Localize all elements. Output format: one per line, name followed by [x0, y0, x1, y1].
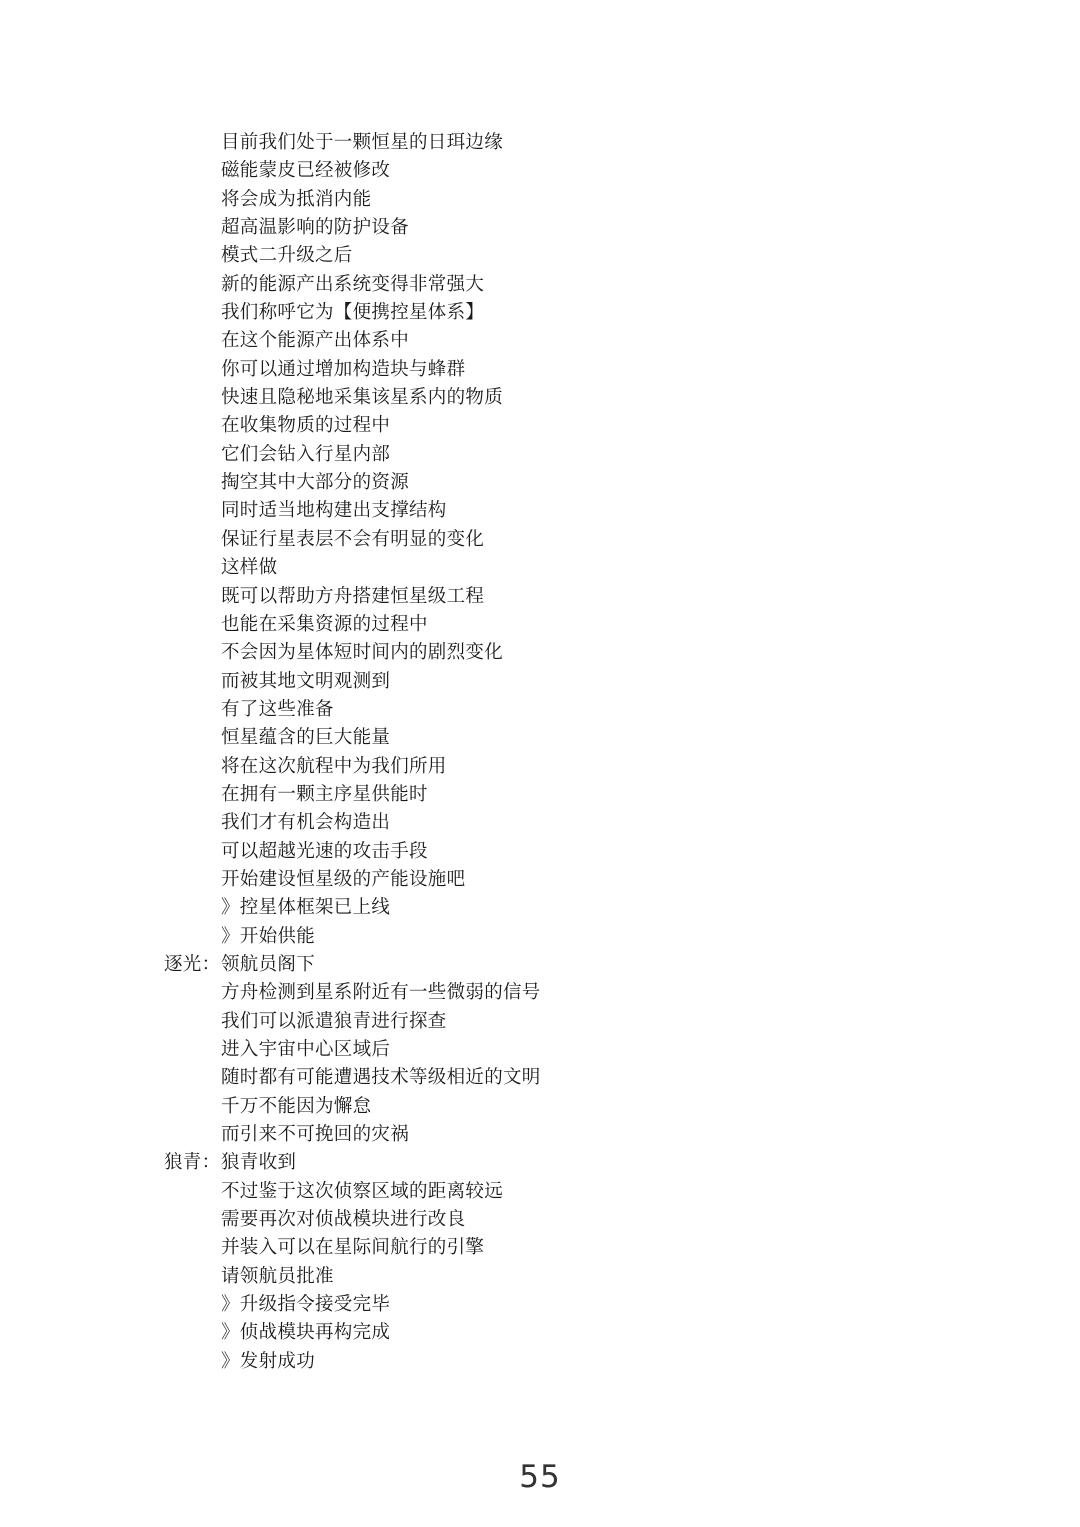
dialogue-line [0, 412, 1080, 440]
dialogue-text: 超高温影响的防护设备 [221, 217, 410, 239]
dialogue-line [0, 327, 1080, 355]
dialogue-line [0, 1149, 1080, 1177]
dialogue-text: 》侦战模块再构完成 [221, 1322, 391, 1344]
dialogue-line [0, 724, 1080, 752]
dialogue-line [0, 157, 1080, 185]
dialogue-line [0, 979, 1080, 1007]
dialogue-line [0, 129, 1080, 157]
dialogue-text: 保证行星表层不会有明显的变化 [221, 528, 485, 550]
dialogue-line [0, 1093, 1080, 1121]
dialogue-text: 需要再次对侦战模块进行改良 [221, 1209, 466, 1231]
dialogue-text: 可以超越光速的攻击手段 [221, 840, 428, 862]
dialogue-text: 狼青收到 [221, 1152, 297, 1174]
dialogue-line [0, 469, 1080, 497]
dialogue-line [0, 866, 1080, 894]
dialogue-line [0, 894, 1080, 922]
dialogue-text: 我们可以派遣狼青进行探查 [221, 1010, 447, 1032]
dialogue-line [0, 611, 1080, 639]
dialogue-text: 它们会钻入行星内部 [221, 443, 391, 465]
dialogue-line [0, 356, 1080, 384]
dialogue-text: 并装入可以在星际间航行的引擎 [221, 1237, 485, 1259]
dialogue-body [0, 129, 1080, 1376]
speaker-label: 逐光： [164, 953, 221, 975]
dialogue-line [0, 1064, 1080, 1092]
dialogue-text: 模式二升级之后 [221, 245, 353, 267]
dialogue-text: 我们才有机会构造出 [221, 812, 391, 834]
dialogue-line [0, 668, 1080, 696]
dialogue-text: 》发射成功 [221, 1350, 316, 1372]
dialogue-line [0, 753, 1080, 781]
speaker-label: 狼青： [164, 1152, 221, 1174]
dialogue-line [0, 1234, 1080, 1262]
dialogue-line [0, 186, 1080, 214]
dialogue-text: 同时适当地构建出支撑结构 [221, 500, 447, 522]
dialogue-line [0, 1178, 1080, 1206]
dialogue-text: 方舟检测到星系附近有一些微弱的信号 [221, 982, 541, 1004]
dialogue-line [0, 951, 1080, 979]
dialogue-line [0, 441, 1080, 469]
dialogue-line [0, 1008, 1080, 1036]
dialogue-text: 》开始供能 [221, 925, 316, 947]
dialogue-text: 在拥有一颗主序星供能时 [221, 783, 428, 805]
dialogue-text: 》升级指令接受完毕 [221, 1294, 391, 1316]
dialogue-text: 我们称呼它为【便携控星体系】 [221, 302, 485, 324]
dialogue-line [0, 923, 1080, 951]
dialogue-line [0, 554, 1080, 582]
dialogue-line [0, 299, 1080, 327]
dialogue-line [0, 781, 1080, 809]
dialogue-text: 磁能蒙皮已经被修改 [221, 160, 391, 182]
dialogue-line [0, 1348, 1080, 1376]
dialogue-text: 不会因为星体短时间内的剧烈变化 [221, 642, 504, 664]
dialogue-line [0, 1291, 1080, 1319]
dialogue-line [0, 497, 1080, 525]
dialogue-text: 领航员阁下 [221, 953, 316, 975]
dialogue-text: 将会成为抵消内能 [221, 188, 372, 210]
dialogue-text: 请领航员批准 [221, 1265, 334, 1287]
dialogue-line [0, 1121, 1080, 1149]
dialogue-text: 随时都有可能遭遇技术等级相近的文明 [221, 1067, 541, 1089]
dialogue-text: 将在这次航程中为我们所用 [221, 755, 447, 777]
dialogue-text: 这样做 [221, 557, 278, 579]
dialogue-text: 新的能源产出系统变得非常强大 [221, 273, 485, 295]
dialogue-line [0, 1319, 1080, 1347]
dialogue-line [0, 809, 1080, 837]
dialogue-line [0, 526, 1080, 554]
dialogue-text: 在这个能源产出体系中 [221, 330, 410, 352]
dialogue-text: 既可以帮助方舟搭建恒星级工程 [221, 585, 485, 607]
dialogue-text: 目前我们处于一颗恒星的日珥边缘 [221, 132, 504, 153]
dialogue-line [0, 838, 1080, 866]
dialogue-text: 有了这些准备 [221, 698, 334, 720]
page-number: 55 [519, 1459, 561, 1495]
dialogue-text: 而引来不可挽回的灾祸 [221, 1124, 410, 1146]
dialogue-text: 恒星蕴含的巨大能量 [221, 727, 391, 749]
dialogue-text: 进入宇宙中心区域后 [221, 1039, 391, 1060]
dialogue-line [0, 242, 1080, 270]
dialogue-line [0, 214, 1080, 242]
dialogue-line [0, 639, 1080, 667]
dialogue-line [0, 583, 1080, 611]
dialogue-text: 掏空其中大部分的资源 [221, 472, 410, 494]
dialogue-text: 千万不能因为懈怠 [221, 1095, 372, 1117]
dialogue-line [0, 1206, 1080, 1234]
dialogue-line [0, 696, 1080, 724]
dialogue-text: 》控星体框架已上线 [221, 897, 391, 919]
dialogue-text: 而被其地文明观测到 [221, 670, 391, 692]
dialogue-line [0, 271, 1080, 299]
dialogue-line [0, 384, 1080, 412]
dialogue-line [0, 1263, 1080, 1291]
dialogue-line [0, 1036, 1080, 1064]
dialogue-text: 不过鉴于这次侦察区域的距离较远 [221, 1180, 504, 1202]
dialogue-text: 开始建设恒星级的产能设施吧 [221, 868, 466, 890]
dialogue-text: 在收集物质的过程中 [221, 415, 391, 437]
dialogue-text: 快速且隐秘地采集该星系内的物质 [221, 387, 504, 409]
dialogue-text: 也能在采集资源的过程中 [221, 613, 428, 635]
dialogue-text: 你可以通过增加构造块与蜂群 [221, 358, 466, 380]
